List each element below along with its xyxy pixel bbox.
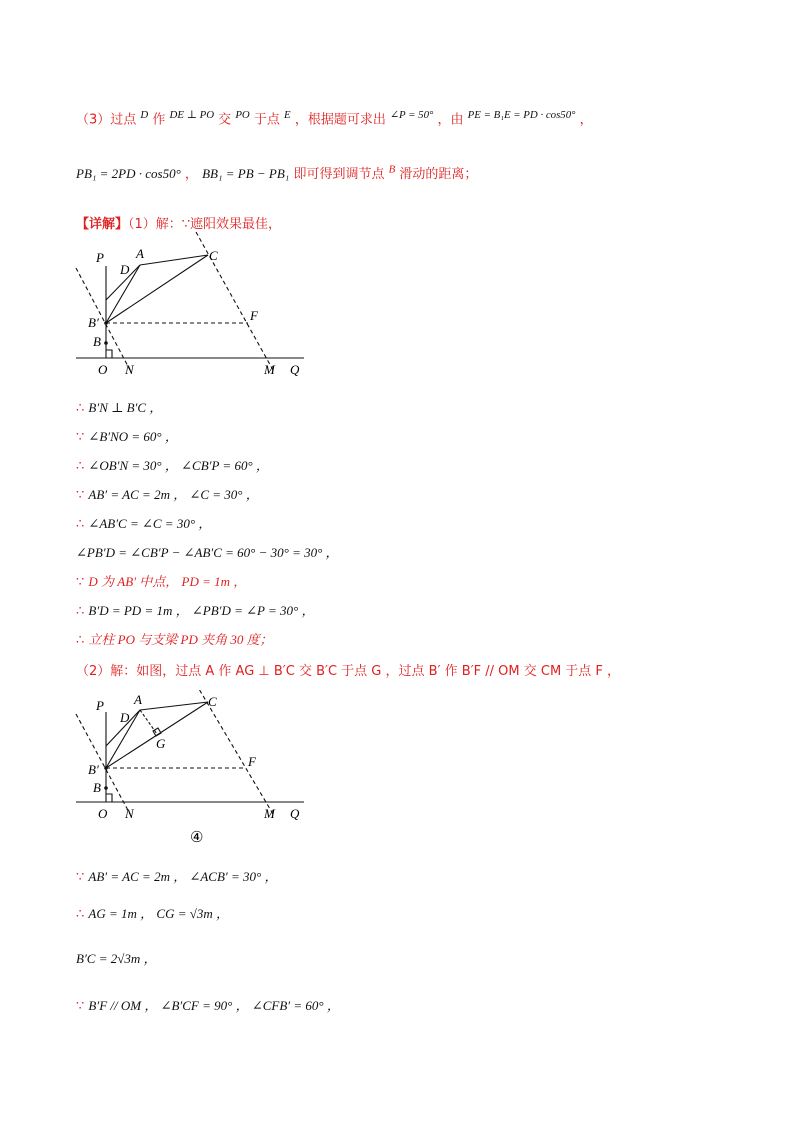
label-G: G (156, 736, 166, 751)
p1-line-4 (76, 484, 259, 503)
cm-line (196, 232, 273, 370)
sym: ∵ (76, 488, 85, 503)
label-A: A (134, 692, 142, 707)
math: AG = 1m ， CG = √3m ， (88, 906, 230, 921)
math: PO (235, 109, 250, 121)
math: PB₁ = 2PD · cos50° (76, 166, 181, 181)
math: ∠OB′N = 30° ， ∠CB′P = 60° ， (88, 458, 269, 473)
text: ，由 (437, 112, 464, 128)
label-O: O (98, 806, 108, 821)
part2-heading: （2）解：如图，过点 A 作 AG ⊥ B′C 交 B′C 于点 G ，过点 B′ 作 B′F // OM 交 CM 于点 F ， (76, 664, 621, 679)
text: （3）过点 (76, 112, 137, 128)
text: ， (579, 112, 593, 128)
point-bp (104, 766, 108, 770)
math: BB₁ = PB − PB₁ (202, 166, 290, 181)
text: 交 (218, 112, 232, 128)
text: 即可得到调节点 (293, 167, 385, 182)
point-b (104, 341, 108, 345)
figure-2 (68, 690, 318, 850)
step3-line2 (76, 163, 477, 182)
text: ， (184, 167, 198, 182)
right-angle-mark (106, 350, 112, 358)
sym: ∵ (76, 999, 85, 1014)
right-angle-mark (106, 794, 112, 802)
p2-line-1 (76, 866, 277, 885)
sym: ∴ (76, 459, 85, 474)
math: PE = B₁E = PD · cos50° (467, 109, 576, 121)
ac-line (140, 255, 208, 265)
math: B′D = PD = 1m ， ∠PB′D = ∠P = 30° ， (88, 603, 315, 618)
label-D: D (120, 262, 130, 277)
label-Bp: B′ (88, 315, 99, 330)
p1-line-5 (76, 513, 211, 532)
label-F: F (250, 308, 258, 323)
sym: ∴ (76, 604, 85, 619)
math: D (140, 109, 149, 121)
label-M: M (264, 362, 275, 377)
sym: ∵ (76, 430, 85, 445)
math: 立柱 PO 与支梁 PD 夹角 30 度； (88, 632, 273, 647)
p2-line-3 (76, 948, 157, 967)
label-B: B (93, 780, 101, 795)
label-N: N (125, 362, 134, 377)
math: B′C = 2√3m ， (76, 951, 157, 966)
p1-line-9 (76, 629, 273, 648)
part1-text: （1）解：∵遮阳效果最佳， (128, 217, 282, 232)
sym: ∴ (76, 633, 85, 648)
label-B: B (93, 334, 101, 349)
math: B′N ⊥ B′C ， (88, 400, 163, 415)
p1-line-8 (76, 600, 314, 619)
math: B′F // OM ， ∠B′CF = 90° ， ∠CFB′ = 60° ， (88, 998, 340, 1013)
math: AB′ = AC = 2m ， ∠ACB′ = 30° ， (88, 869, 278, 884)
step3-line1 (76, 108, 593, 127)
math: ∠PB′D = ∠CB′P − ∠AB′C = 60° − 30° = 30° ， (76, 545, 339, 560)
label-Q: Q (290, 806, 300, 821)
math: ∠B′NO = 60° ， (88, 429, 178, 444)
p2-line-4 (76, 995, 340, 1014)
text: ，根据题可求出 (294, 112, 386, 128)
math: D 为 AB′ 中点， PD = 1m ， (88, 574, 247, 589)
right-angle-g (153, 728, 161, 736)
p1-line-3 (76, 455, 269, 474)
math: B (388, 163, 396, 176)
math: E (284, 109, 291, 121)
sym: ∵ (76, 870, 85, 885)
point-bp (104, 321, 108, 325)
label-Q: Q (290, 362, 300, 377)
math: AB′ = AC = 2m ， ∠C = 30° ， (88, 487, 259, 502)
sym: ∴ (76, 517, 85, 532)
text: 于点 (253, 112, 280, 128)
figure-number: ④ (190, 830, 204, 846)
p1-line-7 (76, 571, 246, 590)
label-C: C (208, 694, 217, 709)
detail-bracket: 【详解】 (76, 217, 129, 232)
label-Bp: B′ (88, 762, 99, 777)
sym: ∴ (76, 907, 85, 922)
label-P: P (96, 250, 104, 265)
math: ∠P = 50° (389, 109, 434, 121)
math: ∠AB′C = ∠C = 30° ， (88, 516, 212, 531)
label-N: N (125, 806, 134, 821)
text: 作 (152, 112, 166, 128)
point-b (104, 786, 108, 790)
p1-line-6 (76, 542, 339, 561)
label-D: D (120, 710, 130, 725)
label-O: O (98, 362, 108, 377)
sym: ∵ (76, 575, 85, 590)
p2-line-2 (76, 903, 229, 922)
figure-1 (68, 230, 318, 382)
math: DE ⊥ PO (169, 109, 215, 121)
p1-line-2 (76, 426, 178, 445)
sym: ∴ (76, 401, 85, 416)
text: 滑动的距离； (399, 167, 478, 182)
label-C: C (209, 248, 218, 263)
label-P: P (96, 698, 104, 713)
label-M: M (264, 806, 275, 821)
label-A: A (136, 246, 144, 261)
p1-line-1 (76, 397, 162, 416)
label-F: F (248, 754, 256, 769)
